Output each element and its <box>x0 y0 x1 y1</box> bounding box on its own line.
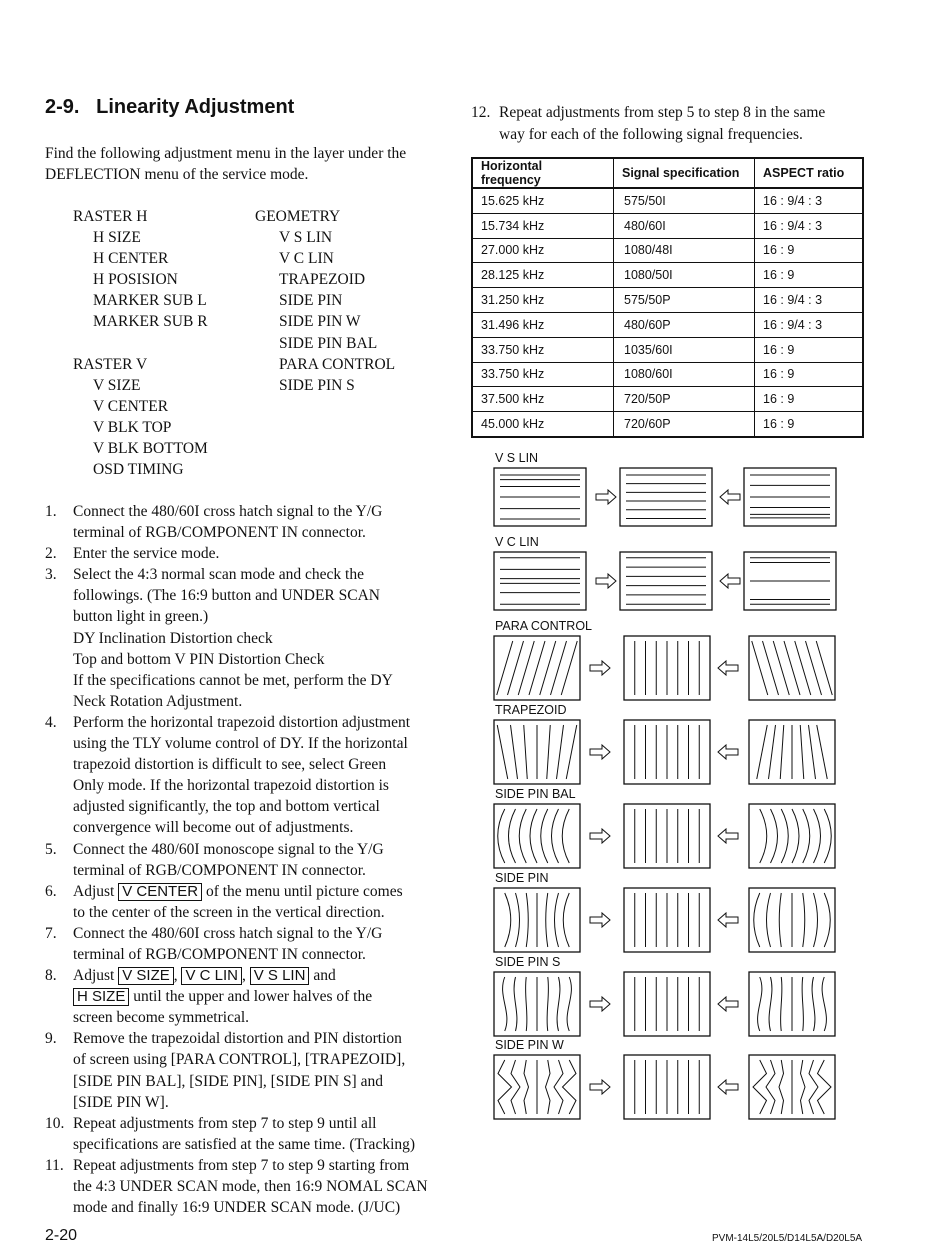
diagram-group <box>494 888 835 952</box>
arrow-right-icon <box>590 913 610 927</box>
step-text: Only mode. If the horizontal trapezoid distortion is <box>73 777 389 795</box>
table-row <box>472 288 863 313</box>
arrow-right-icon <box>590 661 610 675</box>
menu-item: SIDE PIN <box>279 292 343 310</box>
diagram-vclin <box>490 550 850 612</box>
table-cell: 31.250 kHz <box>472 288 614 313</box>
step-text: Repeat adjustments from step 5 to step 8 in the same <box>499 104 826 121</box>
table-cell: 15.625 kHz <box>472 188 614 213</box>
menu-item: H CENTER <box>93 250 169 268</box>
menu-item: MARKER SUB L <box>93 292 207 310</box>
step-4 <box>45 712 445 839</box>
step-text: DY Inclination Distortion check <box>73 629 273 647</box>
menu-item: MARKER SUB R <box>93 313 208 331</box>
menu-key-v-s-lin: V S LIN <box>250 967 310 985</box>
step-text: If the specifications cannot be met, perform the DY <box>73 671 393 689</box>
menu-item: OSD TIMING <box>93 461 184 479</box>
table-cell: 33.750 kHz <box>472 362 614 387</box>
table-cell: 27.000 kHz <box>472 238 614 263</box>
arrow-left-icon <box>718 997 738 1011</box>
arrow-right-icon <box>596 490 616 504</box>
step-text <box>73 965 445 986</box>
step-text: Connect the 480/60I monoscope signal to the Y/G <box>73 840 384 858</box>
menu-group-title: RASTER V <box>73 356 148 373</box>
page-number: 2-20 <box>45 1227 78 1244</box>
table-cell: 720/50P <box>614 387 755 412</box>
menu-item: V S LIN <box>279 229 333 247</box>
column-header: Horizontal frequency <box>472 158 614 188</box>
table-cell: 480/60P <box>614 312 755 337</box>
step-8 <box>45 965 445 1028</box>
arrow-left-icon <box>720 490 740 504</box>
step-number: 11. <box>45 1156 64 1174</box>
step-text: to the center of the screen in the vertical direction. <box>73 903 385 921</box>
diagram-label: SIDE PIN W <box>495 1038 564 1052</box>
table-row <box>472 263 863 288</box>
step-9 <box>45 1028 445 1112</box>
table-row <box>472 412 863 437</box>
step-text: of screen using [PARA CONTROL], [TRAPEZOID], <box>73 1051 406 1069</box>
table-row <box>472 188 863 213</box>
step-text <box>73 986 445 1007</box>
arrow-left-icon <box>718 661 738 675</box>
table-row <box>472 213 863 238</box>
step-text: Remove the trapezoidal distortion and PIN distortion <box>73 1030 402 1048</box>
step-text: terminal of RGB/COMPONENT IN connector. <box>73 945 366 963</box>
comma: , <box>242 967 246 985</box>
table-cell: 1035/60I <box>614 337 755 362</box>
step-number: 6. <box>45 882 57 900</box>
diagram-vslin <box>490 466 850 528</box>
step-text: Enter the service mode. <box>73 545 220 563</box>
table-cell: 1080/48I <box>614 238 755 263</box>
table-cell: 33.750 kHz <box>472 337 614 362</box>
intro-paragraph: Find the following adjustment menu in the layer under the DEFLECTION menu of the service mode. <box>45 145 407 183</box>
diagram-label: V C LIN <box>495 535 539 549</box>
step-text: Perform the horizontal trapezoid distortion adjustment <box>73 713 411 731</box>
column-header: Signal specification <box>614 158 755 188</box>
step-11 <box>45 1155 445 1218</box>
step-text: specifications are satisfied at the same time. (Tracking) <box>73 1135 416 1153</box>
menu-key-v-size: V SIZE <box>118 967 174 985</box>
table-cell: 575/50I <box>614 188 755 213</box>
step-text: mode and finally 16:9 UNDER SCAN mode. (J/UC) <box>73 1199 401 1217</box>
menu-item: V SIZE <box>93 377 141 395</box>
table-cell: 575/50P <box>614 288 755 313</box>
menu-raster-h <box>73 206 208 333</box>
diagram-group <box>494 972 835 1036</box>
step-number: 5. <box>45 840 57 858</box>
menu-item: PARA CONTROL <box>279 355 396 373</box>
table-cell: 28.125 kHz <box>472 263 614 288</box>
table-cell: 16 : 9 <box>755 263 864 288</box>
step-text: Repeat adjustments from step 7 to step 9 until all <box>73 1114 377 1132</box>
step-text: [SIDE PIN W]. <box>73 1093 169 1111</box>
section-title <box>45 96 294 119</box>
column-header: ASPECT ratio <box>755 158 864 188</box>
diagram-group <box>494 468 836 526</box>
menu-group-title: GEOMETRY <box>255 208 341 225</box>
step-text: the 4:3 UNDER SCAN mode, then 16:9 NOMAL SCAN <box>73 1178 428 1195</box>
table-cell: 16 : 9/4 : 3 <box>755 288 864 313</box>
table-cell: 16 : 9 <box>755 412 864 437</box>
arrow-left-icon <box>718 1080 738 1094</box>
step-text-pre: Adjust <box>73 882 115 900</box>
menu-item: SIDE PIN BAL <box>279 334 378 352</box>
table-row <box>472 362 863 387</box>
step-text: adjusted significantly, the top and bottom vertical <box>73 798 380 816</box>
table-cell: 45.000 kHz <box>472 412 614 437</box>
step-number: 10. <box>45 1114 65 1132</box>
table-cell: 1080/60I <box>614 362 755 387</box>
section-title-text: Linearity Adjustment <box>96 96 295 118</box>
step-10 <box>45 1113 445 1155</box>
arrow-right-icon <box>590 1080 610 1094</box>
step-text: followings. (The 16:9 button and UNDER SCAN <box>73 587 380 605</box>
menu-key-v-center: V CENTER <box>118 883 202 901</box>
table-cell: 37.500 kHz <box>472 387 614 412</box>
step-3 <box>45 564 445 712</box>
diagram-para <box>490 634 850 702</box>
arrow-right-icon <box>590 745 610 759</box>
step-text: using the TLY volume control of DY. If the horizontal <box>73 735 408 753</box>
step-1 <box>45 501 445 543</box>
step-number: 2. <box>45 545 57 563</box>
step-text: Select the 4:3 normal scan mode and check the <box>73 566 364 584</box>
step-text: Repeat adjustments from step 7 to step 9 starting from <box>73 1156 410 1174</box>
step-text: Top and bottom V PIN Distortion Check <box>73 650 325 668</box>
menu-key-h-size: H SIZE <box>73 988 129 1006</box>
step-text-post: of the menu until picture comes <box>205 882 403 900</box>
menu-item: V CENTER <box>93 398 169 416</box>
step-text: screen become symmetrical. <box>73 1009 250 1027</box>
diagram-group <box>494 804 835 868</box>
step-text: way for each of the following signal frequencies. <box>499 125 803 143</box>
table-body <box>472 188 863 437</box>
screen-frame <box>620 552 712 610</box>
step-6 <box>45 881 445 923</box>
diagram-label: V S LIN <box>495 451 539 465</box>
step-text: Neck Rotation Adjustment. <box>73 692 243 710</box>
menu-group-title: RASTER H <box>73 208 148 225</box>
diagram-label: SIDE PIN BAL <box>495 787 576 801</box>
diagram-label: TRAPEZOID <box>495 703 567 717</box>
step-text: [SIDE PIN BAL], [SIDE PIN], [SIDE PIN S] and <box>73 1072 383 1090</box>
table-cell: 480/60I <box>614 213 755 238</box>
menu-item: H POSISION <box>93 271 178 289</box>
step-2 <box>45 543 445 564</box>
step-number: 4. <box>45 713 57 731</box>
step-number: 1. <box>45 503 57 520</box>
diagram-pins <box>490 970 850 1038</box>
table-cell: 15.734 kHz <box>472 213 614 238</box>
step-text: convergence will become out of adjustments. <box>73 819 354 837</box>
procedure-steps <box>45 501 445 1218</box>
step-text-post: until the upper and lower halves of the <box>133 988 373 1006</box>
menu-item: SIDE PIN S <box>279 376 355 394</box>
table-cell: 16 : 9 <box>755 362 864 387</box>
diagram-trap <box>490 718 850 786</box>
screen-frame <box>494 552 586 610</box>
step-number: 9. <box>45 1030 57 1048</box>
table-cell: 1080/50I <box>614 263 755 288</box>
table-header-row <box>472 158 863 188</box>
arrow-left-icon <box>718 829 738 843</box>
step-text: trapezoid distortion is difficult to see, select Green <box>73 756 387 774</box>
diagram-group <box>494 636 835 700</box>
menu-item: V BLK TOP <box>93 419 172 437</box>
step-7 <box>45 923 445 965</box>
table-cell: 31.496 kHz <box>472 312 614 337</box>
table-row <box>472 337 863 362</box>
step-text: terminal of RGB/COMPONENT IN connector. <box>73 524 366 542</box>
menu-item: H SIZE <box>93 229 141 247</box>
step-12 <box>471 102 891 145</box>
table-cell: 16 : 9/4 : 3 <box>755 312 864 337</box>
step-text-pre: Adjust <box>73 967 115 985</box>
frequency-table <box>471 157 864 438</box>
table-cell: 16 : 9 <box>755 337 864 362</box>
step-number: 3. <box>45 566 57 584</box>
menu-geometry <box>255 206 395 396</box>
step-text: terminal of RGB/COMPONENT IN connector. <box>73 861 366 879</box>
menu-item: SIDE PIN W <box>279 313 361 331</box>
menu-item: V BLK BOTTOM <box>93 440 208 458</box>
model-number: PVM-14L5/20L5/D14L5A/D20L5A <box>712 1233 863 1244</box>
menu-raster-v <box>73 354 208 481</box>
diagram-label: SIDE PIN <box>495 871 549 885</box>
menu-key-v-c-lin: V C LIN <box>181 967 242 985</box>
step-5 <box>45 839 445 881</box>
step-number: 8. <box>45 967 57 985</box>
arrow-right-icon <box>590 997 610 1011</box>
diagram-pin <box>490 886 850 954</box>
menu-item: V C LIN <box>279 250 334 268</box>
diagram-pinw <box>490 1053 850 1121</box>
table-row <box>472 312 863 337</box>
diagram-label: SIDE PIN S <box>495 955 561 969</box>
diagram-group <box>494 720 835 784</box>
table-cell: 16 : 9 <box>755 238 864 263</box>
diagram-group <box>494 552 836 610</box>
table-cell: 16 : 9 <box>755 387 864 412</box>
diagram-group <box>494 1055 835 1119</box>
arrow-left-icon <box>718 913 738 927</box>
table-row <box>472 387 863 412</box>
step-text <box>73 881 445 902</box>
section-number: 2-9. <box>45 96 80 118</box>
table-cell: 720/60P <box>614 412 755 437</box>
table-cell: 16 : 9/4 : 3 <box>755 213 864 238</box>
table-cell: 16 : 9/4 : 3 <box>755 188 864 213</box>
step-text: Connect the 480/60I cross hatch signal to the Y/G <box>73 924 383 942</box>
arrow-left-icon <box>720 574 740 588</box>
step-text: button light in green.) <box>73 608 209 626</box>
diagram-pinbal <box>490 802 850 870</box>
step-text-and: and <box>313 967 336 985</box>
diagram-label: PARA CONTROL <box>495 619 593 633</box>
step-number: 7. <box>45 924 57 942</box>
step-number: 12. <box>471 104 491 121</box>
comma: , <box>173 967 178 985</box>
arrow-right-icon <box>590 829 610 843</box>
menu-item: TRAPEZOID <box>279 271 366 289</box>
table-row <box>472 238 863 263</box>
arrow-left-icon <box>718 745 738 759</box>
screen-frame <box>620 468 712 526</box>
step-text: Connect the 480/60I cross hatch signal to the Y/G <box>73 503 383 520</box>
arrow-right-icon <box>596 574 616 588</box>
